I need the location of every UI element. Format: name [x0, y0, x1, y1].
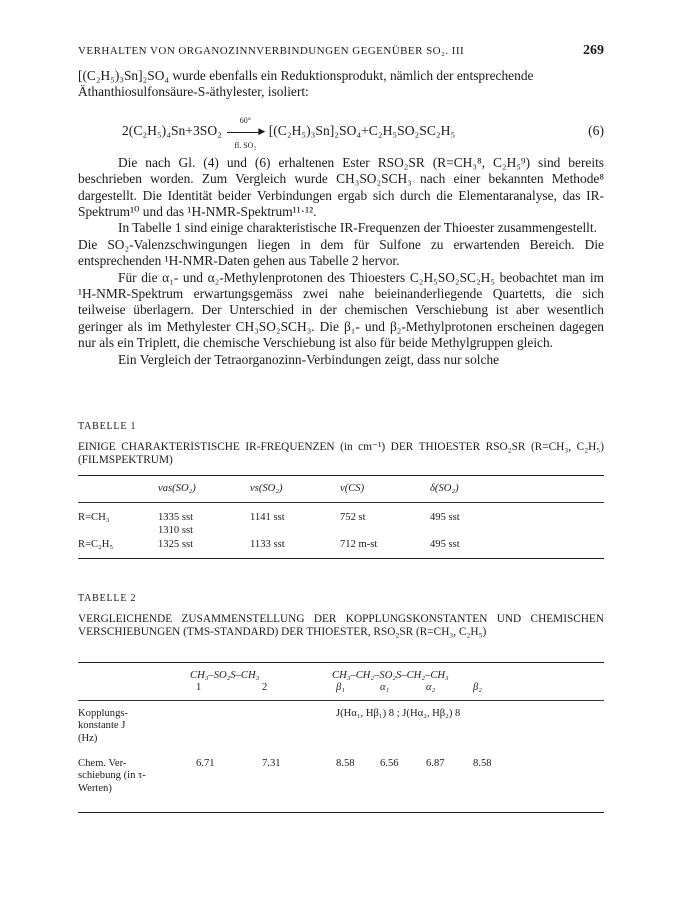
paragraph-nmr: Für die α₁- und α₂-Methylenprotonen des Thioesters C₂H₅SO₂SC₂H₅ beobachtet man im ¹H-NMR-Spektrum erwartungsgemäss zwei nahe beieinanderliegende Quartetts, die sich teilweise überlagern. Der Unterschied in der chemischen Verschiebung ist aber wesentlich geringer als im Methylester CH₃SO₂SCH₃. Die β₁- und β₂-Methylprotonen erscheinen dagegen nur als ein Triplett, die chemische Verschiebung ist also für beide Methylgruppen gleich. — [78, 269, 604, 351]
table2-chem-1: 6.71 — [196, 758, 215, 769]
table1-bottom-rule — [78, 558, 604, 559]
table1-row1-vas-extra: 1310 sst — [158, 525, 194, 536]
table1-row2-vas: 1325 sst — [158, 539, 194, 550]
paragraph-intro-line1: [(C₂H₅)₃Sn]₂SO₄ wurde ebenfalls ein Reduktionsprodukt, nämlich der entsprechende — [78, 68, 534, 83]
table1-row2-delta: 495 sst — [430, 539, 460, 550]
equation-number: (6) — [588, 122, 604, 138]
table1-header-vs: νs(SO₂) — [250, 483, 283, 494]
table1-top-rule — [78, 475, 604, 476]
table1-row1-label: R=CH₃ — [78, 512, 110, 523]
body-text — [78, 68, 604, 368]
paragraph-comparison: Ein Vergleich der Tetraorganozinn-Verbindungen zeigt, dass nur solche — [118, 351, 500, 367]
table2-group1-formula: CH₃–SO₂S–CH₃ — [190, 670, 260, 681]
table2-bottom-rule — [78, 812, 604, 813]
table2 — [78, 662, 604, 817]
table2-top-rule — [78, 662, 604, 663]
table2-chem-alpha2: 6.87 — [426, 758, 445, 769]
paragraph-valence: Die SO₂-Valenzschwingungen liegen in dem für Sulfone zu erwartenden Bereich. Die entsprechenden ¹H-NMR-Daten gehen aus Tabelle 2 hervor. — [78, 236, 604, 269]
table1-header-vcs: ν(CS) — [340, 483, 365, 494]
table1-header-delta: δ(SO₂) — [430, 483, 459, 494]
table2-group2-col-beta2: β₂ — [473, 682, 482, 693]
table2-row-chem-label: Chem. Ver-schiebung (in τ-Werten) — [78, 758, 146, 794]
table2-chem-beta2: 8.58 — [473, 758, 492, 769]
table2-row-kopplung-value: J(Hα₁, Hβ₁) 8 ; J(Hα₂, Hβ₂) 8 — [336, 708, 461, 719]
equation-left: 2(C₂H₅)₄Sn+3SO₂ — [122, 122, 222, 138]
table2-group2-col-beta1: β₁ — [336, 682, 345, 693]
arrow-condition-temp: 60° — [239, 115, 251, 125]
running-title: VERHALTEN VON ORGANOZINNVERBINDUNGEN GEGENÜBER SO₂. III — [78, 45, 465, 57]
arrow-shaft — [227, 132, 261, 133]
table1-caption: EINIGE CHARAKTERISTISCHE IR-FREQUENZEN (in cm⁻¹) DER THIOESTER RSO₂SR (R=CH₃, C₂H₅) (FILMSPEKTRUM) — [78, 441, 604, 467]
table1-row2-label: R=C₂H₅ — [78, 539, 114, 550]
table1-row2-vcs: 712 m-st — [340, 539, 378, 550]
table1-row2-vs: 1133 sst — [250, 539, 285, 550]
table2-group1-col2: 2 — [262, 682, 268, 693]
equation-6 — [78, 107, 604, 150]
table1-label: TABELLE 1 — [78, 421, 137, 432]
running-header — [78, 45, 604, 61]
paragraph-intro-line2: Äthanthiosulfonsäure-S-äthylester, isoliert: — [78, 84, 309, 100]
table2-chem-alpha1: 6.56 — [380, 758, 399, 769]
page-number: 269 — [583, 43, 604, 58]
table2-chem-beta1: 8.58 — [336, 758, 355, 769]
table2-group1-col1: 1 — [196, 682, 202, 693]
table2-header-rule — [78, 700, 604, 701]
table2-chem-2: 7.31 — [262, 758, 281, 769]
table1 — [78, 475, 604, 565]
arrow-condition-solvent: fl. SO₂ — [234, 140, 257, 150]
table2-group2-col-alpha2: α₂ — [426, 682, 436, 693]
table2-row-kopplung-label: Kopplungs-konstante J (Hz) — [78, 708, 129, 744]
table1-row1-vcs: 752 st — [340, 512, 366, 523]
table1-row1-delta: 495 sst — [430, 512, 460, 523]
table1-row1-vs: 1141 sst — [250, 512, 285, 523]
paragraph-esters: Die nach Gl. (4) und (6) erhaltenen Ester RSO₂SR (R=CH₃⁸, C₂H₅⁹) sind bereits beschrieben worden. Zum Vergleich wurde CH₃SO₂SCH₃ nach einer bekannten Methode⁸ dargestellt. Die Identität beider Verbindungen ergab sich durch die Elementaranalyse, das IR-Spektrum¹⁰ und das ¹H-NMR-Spektrum¹¹·¹². — [78, 154, 604, 220]
paragraph-table-ref: In Tabelle 1 sind einige charakteristische IR-Frequenzen der Thioester zusammengestellt. — [118, 220, 597, 236]
table2-label: TABELLE 2 — [78, 593, 137, 604]
table1-header-rule — [78, 502, 604, 503]
arrow-head-icon: ▶ — [258, 126, 266, 137]
table1-row1-vas: 1335 sst — [158, 512, 194, 523]
table1-header-vas: νas(SO₂) — [158, 483, 196, 494]
equation-right: [(C₂H₅)₃Sn]₂SO₄+C₂H₅SO₂SC₂H₅ — [268, 122, 456, 138]
reaction-arrow — [225, 115, 266, 150]
table2-group2-col-alpha1: α₁ — [380, 682, 390, 693]
table2-caption: VERGLEICHENDE ZUSAMMENSTELLUNG DER KOPPLUNGSKONSTANTEN UND CHEMISCHEN VERSCHIEBUNGEN (TMS-STANDARD) DER THIOESTER, RSO₂SR (R=CH₃, C₂H₅) — [78, 613, 604, 639]
table2-group2-formula: CH₃–CH₂–SO₂S–CH₂–CH₃ — [332, 670, 449, 681]
